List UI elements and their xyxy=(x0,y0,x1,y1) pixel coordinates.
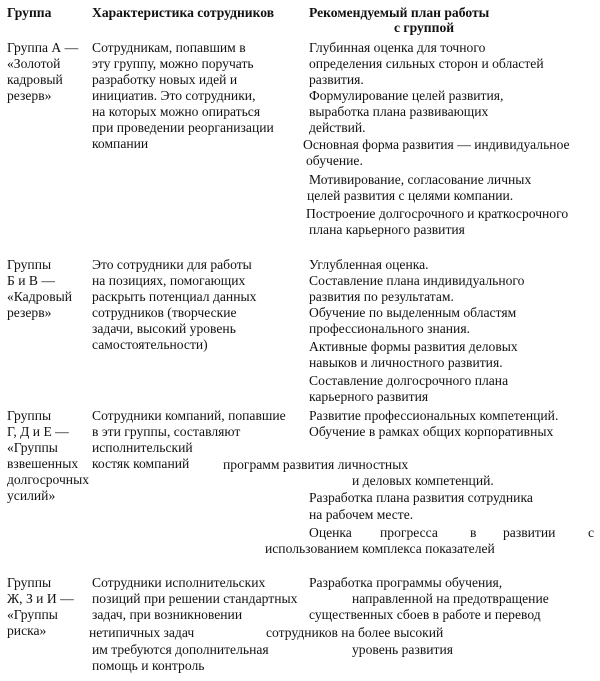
row1-group-line: Группа А — xyxy=(7,40,79,55)
row1-group-line: «Золотой xyxy=(7,56,61,71)
row2-group-line: Б и В — xyxy=(7,273,55,288)
row3-char-line: исполнительский xyxy=(92,440,193,455)
row2-group-line: «Кадровый xyxy=(7,289,73,304)
row2-char-line: на позициях, помогающих xyxy=(92,273,246,288)
row4-char-line: Сотрудники исполнительских xyxy=(92,575,266,590)
row4-plan-line: сотрудников на более высокий xyxy=(266,625,444,640)
row3-group-line: «Группы xyxy=(7,440,58,455)
row4-group-line: риска» xyxy=(7,623,47,638)
row1-group-line: резерв» xyxy=(7,88,52,103)
row1-char-line: эту группу, можно поручать xyxy=(92,56,254,71)
row4-group-line: Ж, З и И — xyxy=(7,591,74,606)
row3-plan-line: и деловых компетенций. xyxy=(352,473,494,488)
row4-group-line: Группы xyxy=(7,575,52,590)
row2-group-line: резерв» xyxy=(7,305,52,320)
row1-char-line: разработку новых идей и xyxy=(92,72,238,87)
row3-plan-word: с xyxy=(588,525,595,540)
row3-group-line: усилий» xyxy=(7,488,56,503)
row4-char-line: им требуются дополнительная xyxy=(92,642,269,657)
row2-char-line: сотрудников (творческие xyxy=(92,305,237,320)
row2-plan-line: Составление долгосрочного плана xyxy=(309,373,509,388)
header-group: Группа xyxy=(7,5,52,20)
row3-group-line: взвешенных xyxy=(7,456,79,471)
row4-char-line: позиций при решении стандартных xyxy=(92,591,298,606)
row2-plan-line: навыков и личностного развития. xyxy=(309,355,503,370)
row2-group-line: Группы xyxy=(7,257,52,272)
row3-plan-line: использованием комплекса показателей xyxy=(265,541,495,556)
row2-plan-line: Обучение по выделенным областям xyxy=(309,305,517,320)
row4-char-line: помощь и контроль xyxy=(92,658,205,673)
row1-char-line: инициатив. Это сотрудники, xyxy=(92,88,256,103)
row3-plan-line: Развитие профессиональных компетенций. xyxy=(309,408,559,423)
row3-plan-word: в xyxy=(470,525,477,540)
row3-char-line: костяк компаний xyxy=(92,456,190,471)
row3-char-line: в эти группы, составляют xyxy=(92,424,241,439)
row4-plan-line: существенных сбоев в работе и перевод xyxy=(309,607,541,622)
row2-plan-line: карьерного развития xyxy=(309,389,429,404)
row1-plan-line: действий. xyxy=(309,120,366,135)
row3-group-line: долгосрочных xyxy=(7,472,90,487)
row1-group-line: кадровый xyxy=(7,72,63,87)
row1-char-line: Сотрудникам, попавшим в xyxy=(92,40,246,55)
row4-plan-line: уровень развития xyxy=(352,642,453,657)
row2-plan-line: развития по результатам. xyxy=(309,289,454,304)
row1-plan-line: Глубинная оценка для точного xyxy=(309,40,486,55)
row1-plan-line: определения сильных сторон и областей xyxy=(309,56,544,71)
row3-plan-line: Разработка плана развития сотрудника xyxy=(309,490,533,505)
row1-char-line: на которых можно опираться xyxy=(92,104,261,119)
row1-plan-line: развития. xyxy=(309,72,364,87)
header-plan-line2: с группой xyxy=(394,20,455,35)
row1-plan-line: Формулирование целей развития, xyxy=(309,88,504,103)
header-characteristics: Характеристика сотрудников xyxy=(92,5,275,20)
row2-char-line: самостоятельности) xyxy=(92,337,208,352)
row4-plan-line: направленной на предотвращение xyxy=(352,591,549,606)
row2-char-line: Это сотрудники для работы xyxy=(92,257,252,272)
row2-plan-line: Активные формы развития деловых xyxy=(309,339,518,354)
row1-plan-line: Построение долгосрочного и краткосрочного xyxy=(306,206,569,221)
header-plan-line1: Рекомендуемый план работы xyxy=(309,5,490,20)
row3-plan-word: прогресса xyxy=(380,525,438,540)
row3-group-line: Г, Д и Е — xyxy=(7,424,69,439)
row3-plan-word: развитии xyxy=(503,525,556,540)
row1-plan-line: плана карьерного развития xyxy=(309,222,465,237)
row3-plan-line: на рабочем месте. xyxy=(309,507,414,522)
row1-char-line: при проведении реорганизации xyxy=(92,120,274,135)
row4-plan-line: Разработка программы обучения, xyxy=(309,575,503,590)
row1-plan-line: Мотивирование, согласование личных xyxy=(309,172,532,187)
row4-char-line: задач, при возникновении xyxy=(92,607,243,622)
row3-char-line: Сотрудники компаний, попавшие xyxy=(92,408,286,423)
row1-plan-line: обучение. xyxy=(306,153,363,168)
row2-plan-line: Углубленная оценка. xyxy=(309,257,429,272)
row4-group-line: «Группы xyxy=(7,607,58,622)
row2-char-line: задачи, высокий уровень xyxy=(92,321,236,336)
row1-plan-line: целей развития с целями компании. xyxy=(307,188,514,203)
row3-plan-word: Оценка xyxy=(309,525,352,540)
row1-char-line: компании xyxy=(92,136,149,151)
row1-plan-line: выработка плана развивающих xyxy=(309,104,489,119)
row4-char-line: нетипичных задач xyxy=(89,625,195,640)
row2-plan-line: профессионального знания. xyxy=(309,321,470,336)
row3-group-line: Группы xyxy=(7,408,52,423)
row2-plan-line: Составление плана индивидуального xyxy=(309,273,525,288)
row2-char-line: раскрыть потенциал данных xyxy=(92,289,257,304)
row1-plan-line: Основная форма развития — индивидуальное xyxy=(303,137,570,152)
row3-plan-line: программ развития личностных xyxy=(223,457,409,472)
row3-plan-line: Обучение в рамках общих корпоративных xyxy=(309,424,554,439)
